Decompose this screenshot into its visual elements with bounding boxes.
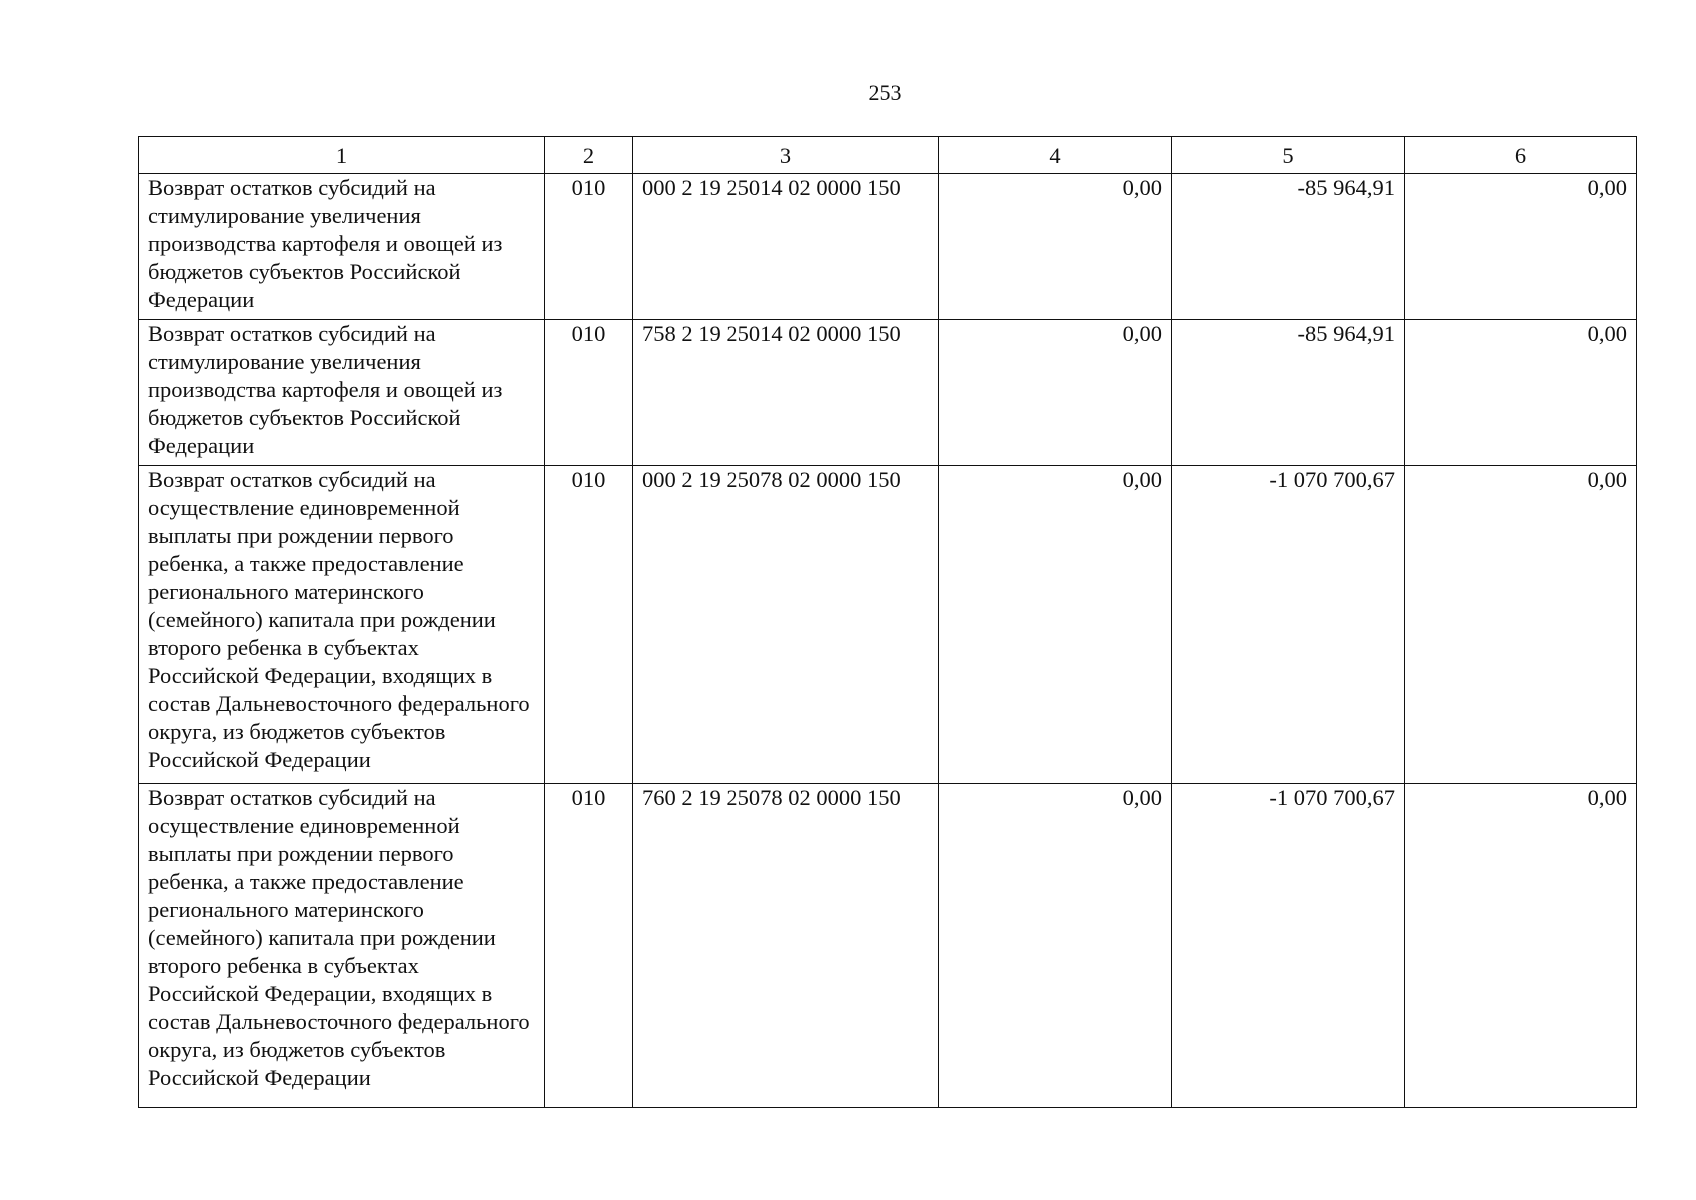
row-value-col6: 0,00 — [1405, 466, 1637, 784]
row-value-col4: 0,00 — [939, 174, 1172, 320]
row-value-col5: -1 070 700,67 — [1172, 466, 1405, 784]
row-code: 010 — [545, 466, 633, 784]
row-budget-code: 000 2 19 25014 02 0000 150 — [633, 174, 939, 320]
row-name: Возврат остатков субсидий на осуществление единовременной выплаты при рождении первого ребенка, а также предоставление регионального материнского (семейного) капитала при рождении второго ребенка в субъектах Российской Федерации, входящих в состав Дальневосточного федерального округа, из бюджетов субъектов Российской Федерации — [139, 466, 545, 784]
row-name: Возврат остатков субсидий на стимулирование увеличения производства картофеля и овощей из бюджетов субъектов Российской Федерации — [139, 320, 545, 466]
column-header-3: 3 — [633, 137, 939, 174]
table-row — [139, 320, 1637, 466]
row-value-col5: -85 964,91 — [1172, 320, 1405, 466]
row-budget-code: 000 2 19 25078 02 0000 150 — [633, 466, 939, 784]
table-header-row — [139, 137, 1637, 174]
column-header-1: 1 — [139, 137, 545, 174]
column-header-4: 4 — [939, 137, 1172, 174]
row-code: 010 — [545, 784, 633, 1108]
row-value-col5: -85 964,91 — [1172, 174, 1405, 320]
row-value-col4: 0,00 — [939, 784, 1172, 1108]
column-header-5: 5 — [1172, 137, 1405, 174]
row-code: 010 — [545, 320, 633, 466]
budget-table — [138, 136, 1637, 1108]
row-value-col6: 0,00 — [1405, 320, 1637, 466]
page-number: 253 — [868, 80, 902, 105]
row-value-col6: 0,00 — [1405, 174, 1637, 320]
table-row — [139, 466, 1637, 784]
column-header-6: 6 — [1405, 137, 1637, 174]
row-value-col4: 0,00 — [939, 320, 1172, 466]
row-name: Возврат остатков субсидий на осуществление единовременной выплаты при рождении первого ребенка, а также предоставление регионального материнского (семейного) капитала при рождении второго ребенка в субъектах Российской Федерации, входящих в состав Дальневосточного федерального округа, из бюджетов субъектов Российской Федерации — [139, 784, 545, 1108]
row-budget-code: 760 2 19 25078 02 0000 150 — [633, 784, 939, 1108]
table-row — [139, 174, 1637, 320]
row-code: 010 — [545, 174, 633, 320]
column-header-2: 2 — [545, 137, 633, 174]
row-value-col6: 0,00 — [1405, 784, 1637, 1108]
row-name: Возврат остатков субсидий на стимулирование увеличения производства картофеля и овощей из бюджетов субъектов Российской Федерации — [139, 174, 545, 320]
table-row — [139, 784, 1637, 1108]
row-budget-code: 758 2 19 25014 02 0000 150 — [633, 320, 939, 466]
row-value-col4: 0,00 — [939, 466, 1172, 784]
row-value-col5: -1 070 700,67 — [1172, 784, 1405, 1108]
